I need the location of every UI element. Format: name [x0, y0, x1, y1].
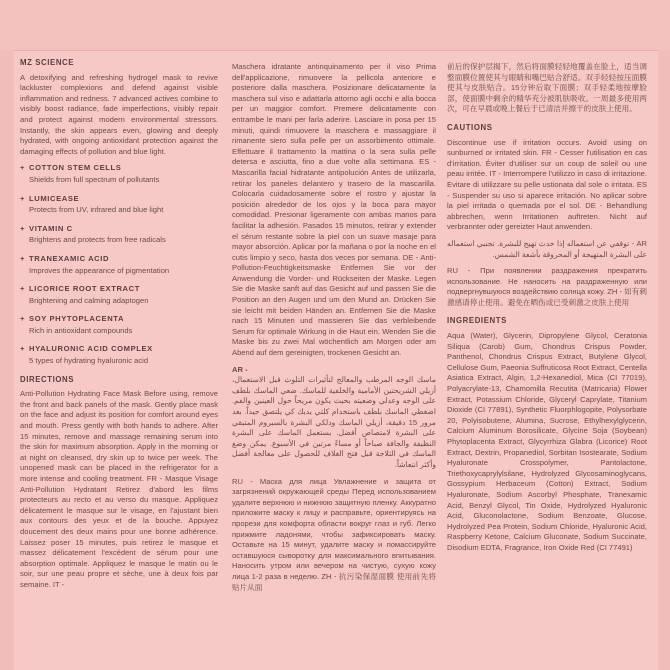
feature-title-text: VITAMIN C — [29, 223, 73, 233]
arabic-label: AR - — [232, 364, 248, 374]
feature-item — [20, 284, 218, 306]
feature-item — [20, 224, 218, 246]
chinese-directions: 前后的保护层揭下，然后将面膜轻轻地覆盖在脸上，适当调整面膜位置使其与眼睛和嘴巴贴合舒适。双手轻轻按压面膜使其与皮肤贴合。15分钟后取下面膜；双手轻柔地按摩脸部，使面膜中剩余的精华充分被肌肤吸收。一周最多使用两次，可在早晨或晚上餐后于已清洁并擦干的皮肤上使用。 — [447, 62, 647, 114]
feature-title-text: COTTON STEM CELLS — [29, 163, 122, 173]
cautions-arabic: AR - توقفي عن استعماله إذا حدث تهيج للبشرة. تجنبي استعماله على البشرة المتهيجة أو المحروقة بأشعة الشمس. — [447, 238, 647, 259]
feature-title-text: LICORICE ROOT EXTRACT — [29, 284, 140, 294]
multilingual-directions: Maschera idratante antinquinamento per il viso Prima dell'applicazione, rimuovere la pellicola anteriore e posteriore dalla maschera. Posizionare delicatamente la maschera sul viso e adattarla attorno agli occhi e alla bocca per un maggior comfort. Premere delicatamente con entrambe le mani per farla aderire. Lasciare in posa per 15 minuti, quindi rimuovere la maschera e massaggiare il rimanente siero sulla pelle per un assorbimento ottimale. Effettuare il trattamento la mattina o la sera sulla pelle detersa e asciutta, fino a due volte alla settimana. ES - Mascarilla facial hidratante antipolución Antes de utilizarla, retirar los paneles delantero y trasero de la mascarilla. Colocarla cuidadosamente sobre el rostro y ajustar la posición alrededor de los ojos y la boca para mayor comodidad. Presionar ligeramente con ambas manos para facilitar la adhesión. Pasados 15 minutos, retirar y extender el sérum restante sobre la piel con un suave masaje para mayor absorción. Aplicar por la mañana o por la noche en el cutis limpio y seco, hasta dos veces por semana. DE - Anti-Pollution-Feuchtigkeitsmaske Entfernen Sie vor der Anwendung die Vorder- und Rückseiten der Maske. Legen Sie die Maske sanft auf das Gesicht auf und passen Sie die Position an den Augen und um den Mund an. Drücken Sie sie leicht mit beiden Händen an. Entfernen Sie die Maske nach 15 Minuten und massieren Sie das verbleibende Serum für optimale Wirkung in die Haut ein. Wenden Sie die Maske bis zu zwei Mal wöchentlich am Morgen oder am Abend auf dem gereinigten, trockenen Gesicht an. — [232, 62, 436, 358]
russian-directions: RU - Маска для лица Увлажнение и защита от загрязнений окружающей среды Перед использованием удалите верхнюю и нижнюю защитную пленку. Аккуратно приложите маску к лицу и расправьте, ориентируясь на прорези для комфорта области вокруг глаз и губ. Легко прижмите ладонями, чтобы зафиксировать маску. Оставьте на 15 минут, удалите маску и помассируйте оставшуюся сыворотку для максимального впитывания. Наносить утром или вечером на чистую, сухую кожу лица 1-2 раза в неделю. ZH - 抗污染保湿面膜 使用前先将贴片从面 — [232, 476, 436, 592]
plus-icon: + — [20, 314, 26, 324]
feature-title — [20, 314, 218, 325]
feature-item — [20, 314, 218, 336]
middle-column — [232, 62, 436, 599]
feature-title — [20, 284, 218, 295]
plus-icon: + — [20, 223, 26, 233]
directions-text: Anti-Pollution Hydrating Face Mask Before using, remove the front and back panels of the mask. Gently place mask on the face and adjust its position for comfort around eyes and mouth. Press gently with both hands to adhere. After 15 minutes, remove and massage remaining serum into the skin for maximum absorption. Apply in the morning or at night on cleansed, dry skin up to twice per week. The unopened mask can be placed in the refrigerator for a more intense and cooling treatment. FR - Masque Visage Anti-Pollution Hydratant Retirez d'abord les films protecteurs au recto et au verso du masque. Appliquez délicatement le masque sur le visage, en l'ajustant bien aux contours des yeux et de la bouche. Appuyez doucement des deux mains pour une bonne adhérence. Laissez poser 15 minutes, puis retirez le masque et massez délicatement l'excédent de sérum pour une absorption optimale. Appliquez le masque le matin ou le soir, sur une peau propre et sèche, une à deux fois par semaine. IT - — [20, 389, 218, 589]
feature-description: Protects from UV, infrared and blue light — [29, 205, 164, 215]
product-intro: A detoxifying and refreshing hydrogel mask to revive lackluster complexions and defend against visible inflammation and redness. 7 advanced actives combine to visibly boost radiance, fade imperfections, visibly repair and protect against modern environmental stressors. Instantly, the skin appears even, glowing and deeply hydrated, with ongoing antioxidant protection against the damaging effects of pollution and blue light. — [20, 72, 218, 156]
cautions-text: Discontinue use if irritation occurs. Avoid using on sunburned or irritated skin. FR - Cesser l'utilisation en cas d'irritation. Éviter d'utiliser sur un coup de soleil ou une peau irritée. IT - Interrompere l'utilizzo in caso di irritazione. Evitare di utilizzare su pelle ustionata dal sole o irritata. ES - Suspender su uso si aparece irritación. No aplicar sobre la piel irritada o quemada por el sol. DE - Behandlung abbrechen, wenn Irritationen auftreten. Nicht auf verbrannter oder gereizter Haut anwenden. — [447, 137, 647, 232]
feature-item — [20, 344, 218, 366]
feature-item — [20, 254, 218, 276]
cautions-heading: CAUTIONS — [447, 122, 493, 132]
feature-description: 5 types of hydrating hyaluronic acid — [29, 356, 149, 366]
arabic-directions: ماسك الوجه المرطب والمعالج لتأثيرات التلوث قبل الاستعمال، أزيلي الشريحتين الأمامية والخلفية للماسك. ضعي الماسك بلطف على الوجه وعدلي وضعيته بحيث يكون مريحاً حول العينين والفم. اضغطي الماسك بلطف باستخدام كلتي يديك كي يلتصق جيداً. بعد مرور 15 دقيقة، أزيلي الماسك ودلكي البشرة بالسيروم المتبقي على البشرة لامتصاص أفضل. يستعمل الماسك على البشرة النظيفة والجافة صباحاً أو مساءً مرتين في الأسبوع. يمكن وضع الماسك في الثلاجة قبل فتح الغلاف للحصول على معالجة أفضل وأكثر انتعاشاً. — [232, 375, 436, 469]
feature-title — [20, 344, 218, 355]
feature-item — [20, 194, 218, 216]
feature-description: Brightening and calming adaptogen — [29, 295, 149, 305]
feature-description: Rich in antioxidant compounds — [29, 325, 133, 335]
plus-icon: + — [20, 193, 26, 203]
ingredients-heading: INGREDIENTS — [447, 316, 507, 326]
feature-title — [20, 194, 218, 205]
cautions-russian: RU - При появлении раздражения прекратить использование. Не наносить на раздраженную или подвергнувшуюся воздействию солнца кожу. ZH - 如有刺激感请停止使用。避免在晒伤或已受刺激之皮肤上使用 — [447, 266, 647, 307]
ingredients-text: Aqua (Water), Glycerin, Dipropylene Glycol, Ceratonia Siliqua (Carob) Gum, Chondrus Crispus Powder, Panthenol, Chondrus Crispus Extract, Butylene Glycol, Cellulose Gum, Paeonia Suffruticosa Root Extract, Centella Asiatica Extract, Algin, 1,2-Hexanediol, Mica (CI 77019), Polyacrylate-13, Chamomilla Recutita (Matricaria) Flower Extract, Potassium Chloride, Glyceryl Caprylate, Titanium Dioxide (CI 77891), Synthetic Fluorphlogopite, Polysorbate 20, Polyisobutene, Alumina, Sucrose, Ethylhexylglycerin, Calcium Aluminum Borosilicate, Glycine Soja (Soybean) Phytoplacenta Extract, Glycyrrhiza Glabra (Licorice) Root Extract, Dextrin, Propanediol, Sorbitan Isostearate, Sodium Hyaluronate Crosspolymer, Pantolactone, Triethoxycaprylylsilane, Hydrolyzed Glycosaminoglycans, Gossypium Herbaceum (Cotton) Extract, Sodium Hyaluronate, Sodium Ascorbyl Phosphate, Tranexamic Acid, Benzyl Glycol, Tin Oxide, Hydrolyzed Hyaluronic Acid, Gluconolactone, Sodium Benzoate, Glucose, Hydrolyzed Pea Protein, Sodium Chloride, Hyaluronic Acid, Raspberry Ketone, Calcium Gluconate, Sodium Succinate, Disodium EDTA, Fragrance, Iron Oxide Red (CI 77491) — [447, 331, 647, 552]
plus-icon: + — [20, 284, 26, 294]
feature-title-text: LUMICEASE — [29, 193, 80, 203]
feature-title — [20, 163, 218, 174]
feature-description: Brightens and protects from free radicals — [29, 235, 166, 245]
feature-title-text: HYALURONIC ACID COMPLEX — [29, 344, 153, 354]
feature-title — [20, 224, 218, 235]
feature-description: Shields from full spectrum of pollutants — [29, 174, 160, 184]
left-column — [20, 58, 218, 597]
plus-icon: + — [20, 344, 26, 354]
right-column — [447, 62, 647, 560]
directions-heading: DIRECTIONS — [20, 374, 75, 384]
feature-title-text: TRANEXAMIC ACID — [29, 253, 110, 263]
feature-list — [20, 163, 218, 366]
feature-title — [20, 254, 218, 265]
plus-icon: + — [20, 253, 26, 263]
left-flap — [0, 50, 14, 670]
feature-title-text: SOY PHYTOPLACENTA — [29, 314, 125, 324]
right-flap — [658, 50, 670, 670]
top-flap — [0, 0, 670, 51]
plus-icon: + — [20, 163, 26, 173]
feature-description: Improves the appearance of pigmentation — [29, 265, 170, 275]
brand-heading: MZ SCIENCE — [20, 58, 75, 67]
feature-item — [20, 163, 218, 185]
